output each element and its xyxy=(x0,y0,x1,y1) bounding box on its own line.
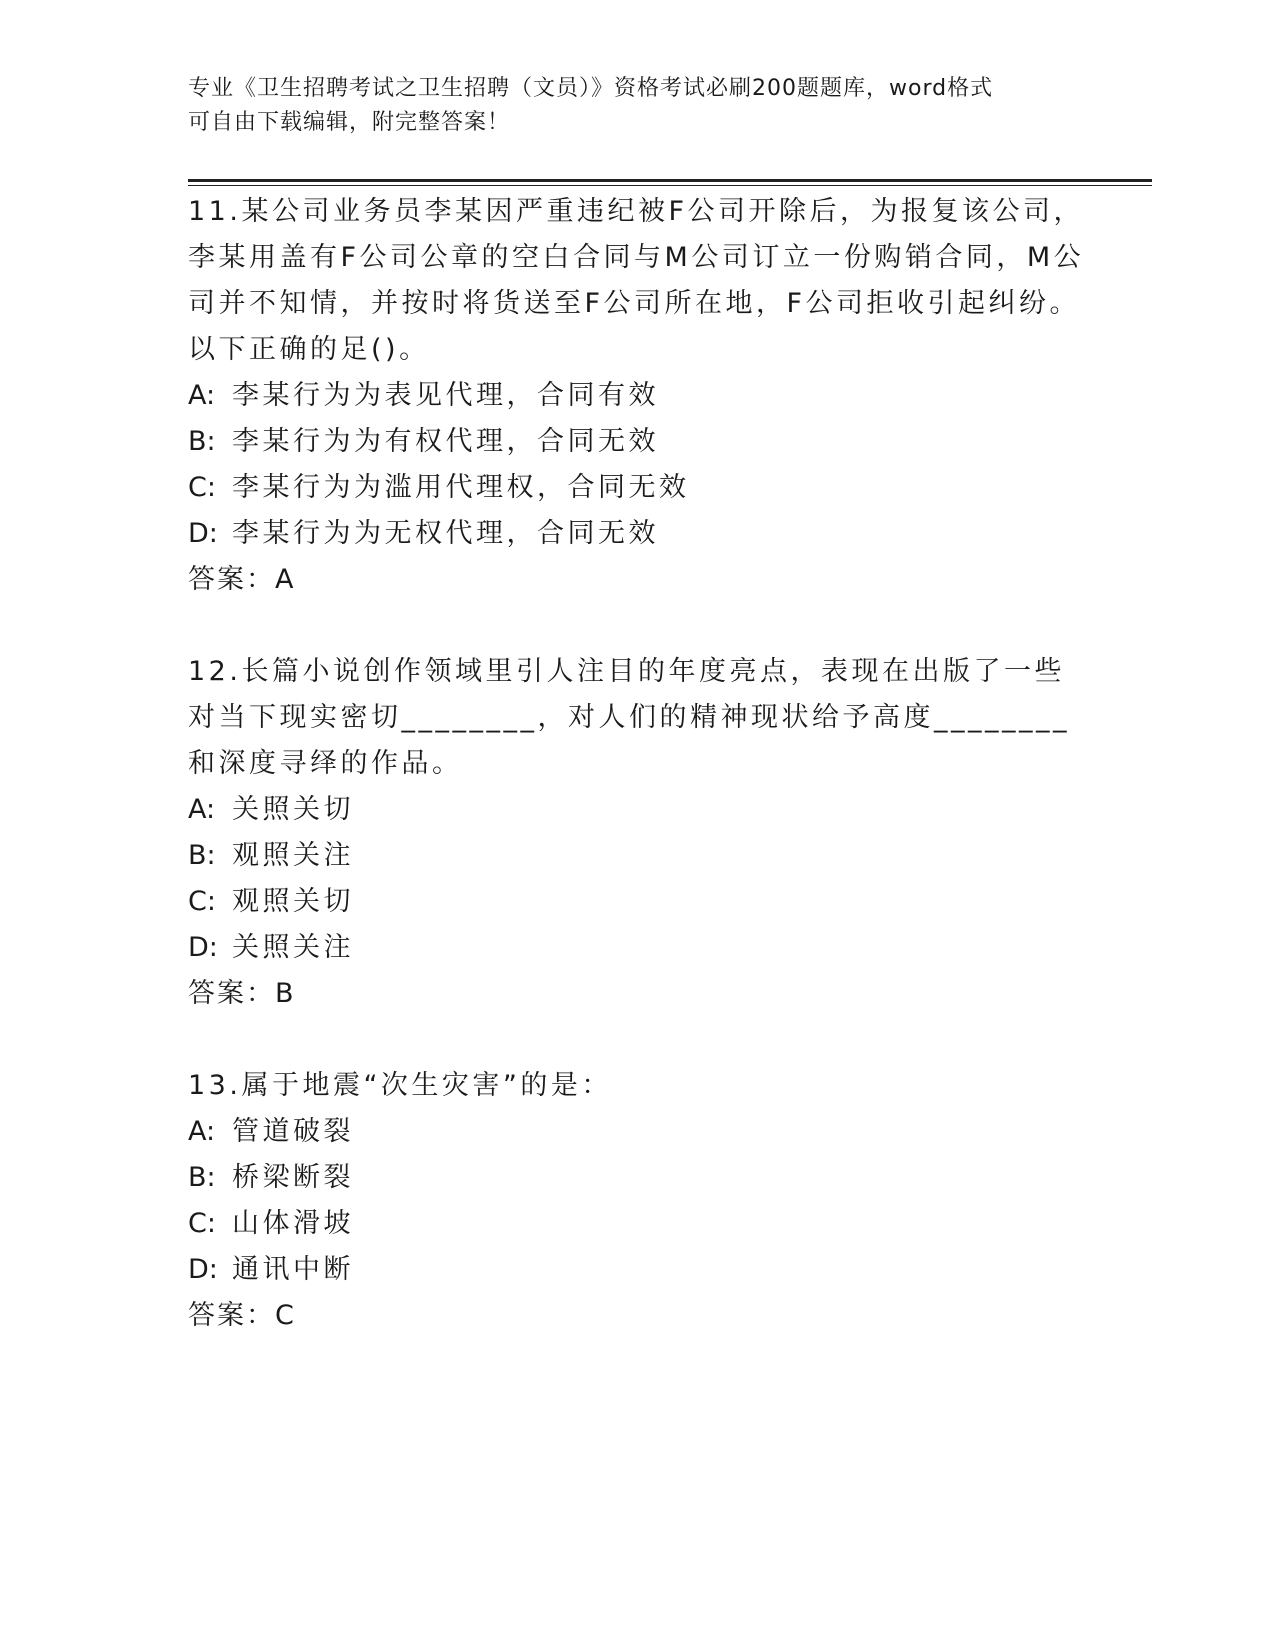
option-text: 关照关注 xyxy=(232,932,354,963)
document-header xyxy=(188,72,1068,140)
answer-label: 答案：B xyxy=(188,978,296,1009)
question-list xyxy=(188,189,1088,1385)
option-b xyxy=(188,419,1088,465)
option-b xyxy=(188,833,1088,879)
answer-label: 答案：A xyxy=(188,564,296,595)
option-text: 李某行为为有权代理，合同无效 xyxy=(232,426,659,457)
option-c xyxy=(188,1201,1088,1247)
option-b xyxy=(188,1155,1088,1201)
header-divider-thin xyxy=(188,185,1152,186)
question-text: 11.某公司业务员李某因严重违纪被F公司开除后，为报复该公司，李某用盖有F公司公章的空白合同与M公司订立一份购销合同，M公司并不知情，并按时将货送至F公司所在地，F公司拒收引起纠纷。以下正确的足()。 xyxy=(188,196,1085,365)
option-letter: A: xyxy=(188,380,216,411)
question-13 xyxy=(188,1063,1088,1339)
option-text: 桥梁断裂 xyxy=(232,1162,354,1193)
option-text: 通讯中断 xyxy=(232,1254,354,1285)
option-text: 山体滑坡 xyxy=(232,1208,354,1239)
option-text: 观照关注 xyxy=(232,840,354,871)
option-d xyxy=(188,511,1088,557)
question-text: 12.长篇小说创作领域里引人注目的年度亮点，表现在出版了一些对当下现实密切________，对人们的精神现状给予高度________和深度寻绎的作品。 xyxy=(188,656,1070,779)
header-line-2: 可自由下载编辑，附完整答案！ xyxy=(188,110,511,135)
option-letter: C: xyxy=(188,886,216,917)
option-c xyxy=(188,879,1088,925)
option-letter: C: xyxy=(188,1208,216,1239)
option-letter: A: xyxy=(188,1116,216,1147)
option-c xyxy=(188,465,1088,511)
option-letter: D: xyxy=(188,518,218,549)
question-text: 13.属于地震“次生灾害”的是： xyxy=(188,1070,612,1101)
header-divider-thick xyxy=(188,179,1152,182)
option-a xyxy=(188,787,1088,833)
option-letter: A: xyxy=(188,794,216,825)
question-12 xyxy=(188,649,1088,1017)
option-text: 李某行为为无权代理，合同无效 xyxy=(232,518,659,549)
option-letter: B: xyxy=(188,426,216,457)
option-a xyxy=(188,1109,1088,1155)
answer-label: 答案：C xyxy=(188,1300,296,1331)
option-letter: B: xyxy=(188,840,216,871)
header-line-1: 专业《卫生招聘考试之卫生招聘（文员）》资格考试必刷200题题库，word格式 xyxy=(188,76,994,101)
option-text: 管道破裂 xyxy=(232,1116,354,1147)
option-d xyxy=(188,925,1088,971)
option-text: 李某行为为表见代理，合同有效 xyxy=(232,380,659,411)
option-text: 李某行为为滥用代理权，合同无效 xyxy=(232,472,690,503)
option-text: 关照关切 xyxy=(232,794,354,825)
option-letter: D: xyxy=(188,932,218,963)
option-d xyxy=(188,1247,1088,1293)
option-text: 观照关切 xyxy=(232,886,354,917)
option-letter: D: xyxy=(188,1254,218,1285)
option-a xyxy=(188,373,1088,419)
question-11 xyxy=(188,189,1088,603)
option-letter: B: xyxy=(188,1162,216,1193)
option-letter: C: xyxy=(188,472,216,503)
